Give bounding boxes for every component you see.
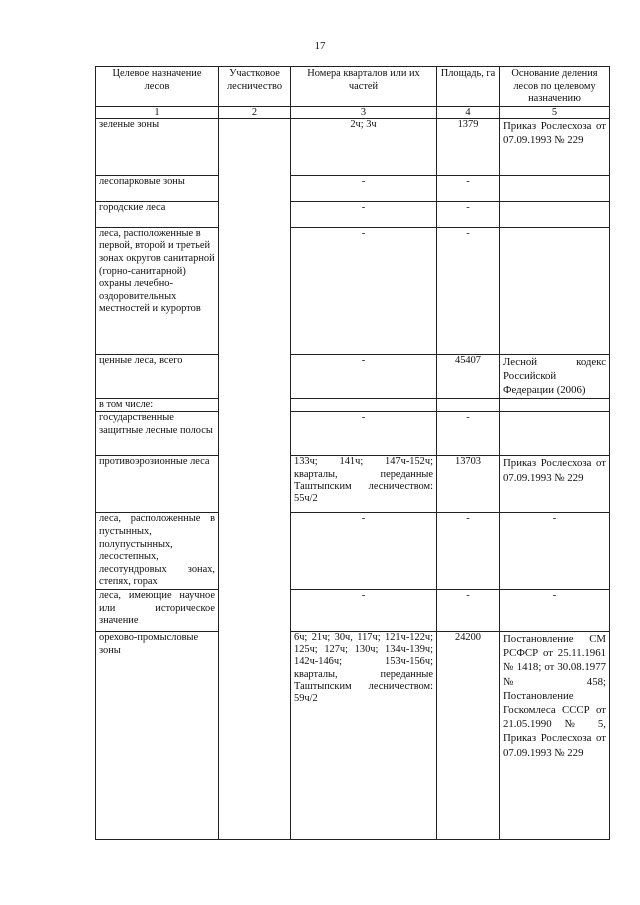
basis-cell [500, 201, 610, 227]
column-number: 3 [291, 106, 437, 118]
area-cell: - [437, 513, 500, 590]
quarters-cell: 6ч; 21ч; 30ч, 117ч; 121ч-122ч; 125ч; 127ч; 130ч; 134ч-139ч; 142ч-146ч; 153ч-156ч; кварталы, переданные Таштыпским лесничеством: 59ч/2 [291, 631, 437, 839]
table-row [96, 398, 610, 412]
table-row [96, 118, 610, 175]
table-row [96, 227, 610, 354]
purpose-cell: леса, расположенные в пустынных, полупустынных, лесостепных, лесотундровых зонах, степях, горах [96, 513, 219, 590]
area-cell [437, 398, 500, 412]
basis-cell [500, 175, 610, 201]
area-cell: - [437, 175, 500, 201]
basis-cell: Постановление СМ РСФСР от 25.11.1961 № 1418; от 30.08.1977 № 458; Постановление Госкомлеса СССР от 21.05.1990 № 5, Приказ Рослесхоза от 07.09.1993 № 229 [500, 631, 610, 839]
quarters-cell: - [291, 201, 437, 227]
area-cell: 45407 [437, 354, 500, 398]
quarters-cell: 133ч; 141ч; 147ч-152ч; кварталы, переданные Таштыпским лесничеством: 55ч/2 [291, 456, 437, 513]
purpose-cell: ценные леса, всего [96, 354, 219, 398]
table-row [96, 175, 610, 201]
column-number-row [96, 106, 610, 118]
purpose-cell: государственные защитные лесные полосы [96, 412, 219, 456]
forest-purpose-table [95, 66, 610, 840]
column-number: 2 [219, 106, 291, 118]
basis-cell: Приказ Рослесхоза от 07.09.1993 № 229 [500, 456, 610, 513]
table-row [96, 513, 610, 590]
area-cell: 13703 [437, 456, 500, 513]
quarters-cell: - [291, 412, 437, 456]
table-row [96, 354, 610, 398]
purpose-cell: городские леса [96, 201, 219, 227]
quarters-cell: - [291, 175, 437, 201]
table-row [96, 456, 610, 513]
area-cell: - [437, 227, 500, 354]
purpose-cell: леса, имеющие научное или историческое значение [96, 589, 219, 631]
purpose-cell: в том числе: [96, 398, 219, 412]
table-row [96, 631, 610, 839]
basis-cell: - [500, 589, 610, 631]
purpose-cell: противоэрозионные леса [96, 456, 219, 513]
header-basis: Основание деления лесов по целевому назначению [500, 67, 610, 107]
column-number: 5 [500, 106, 610, 118]
header-quarters: Номера кварталов или их частей [291, 67, 437, 107]
basis-cell: - [500, 513, 610, 590]
basis-cell [500, 227, 610, 354]
column-number: 1 [96, 106, 219, 118]
column-number: 4 [437, 106, 500, 118]
area-cell: 1379 [437, 118, 500, 175]
header-purpose: Целевое назначение лесов [96, 67, 219, 107]
basis-cell: Лесной кодекс Российской Федерации (2006) [500, 354, 610, 398]
table-row [96, 201, 610, 227]
header-district: Участковое лесничество [219, 67, 291, 107]
area-cell: 24200 [437, 631, 500, 839]
header-area: Площадь, га [437, 67, 500, 107]
basis-cell: Приказ Рослесхоза от 07.09.1993 № 229 [500, 118, 610, 175]
quarters-cell: - [291, 227, 437, 354]
quarters-cell: 2ч; 3ч [291, 118, 437, 175]
purpose-cell: лесопарковые зоны [96, 175, 219, 201]
quarters-cell: - [291, 589, 437, 631]
area-cell: - [437, 589, 500, 631]
quarters-cell [291, 398, 437, 412]
area-cell: - [437, 201, 500, 227]
table-row [96, 589, 610, 631]
table-row [96, 412, 610, 456]
purpose-cell: орехово-промысловые зоны [96, 631, 219, 839]
district-cell [219, 118, 291, 839]
purpose-cell: зеленые зоны [96, 118, 219, 175]
page-number: 17 [314, 40, 326, 52]
header-row [96, 67, 610, 107]
basis-cell [500, 412, 610, 456]
quarters-cell: - [291, 513, 437, 590]
purpose-cell: леса, расположенные в первой, второй и третьей зонах округов санитарной (горно-санитарной) охраны лечебно-оздоровительных местностей и курортов [96, 227, 219, 354]
quarters-cell: - [291, 354, 437, 398]
area-cell: - [437, 412, 500, 456]
basis-cell [500, 398, 610, 412]
